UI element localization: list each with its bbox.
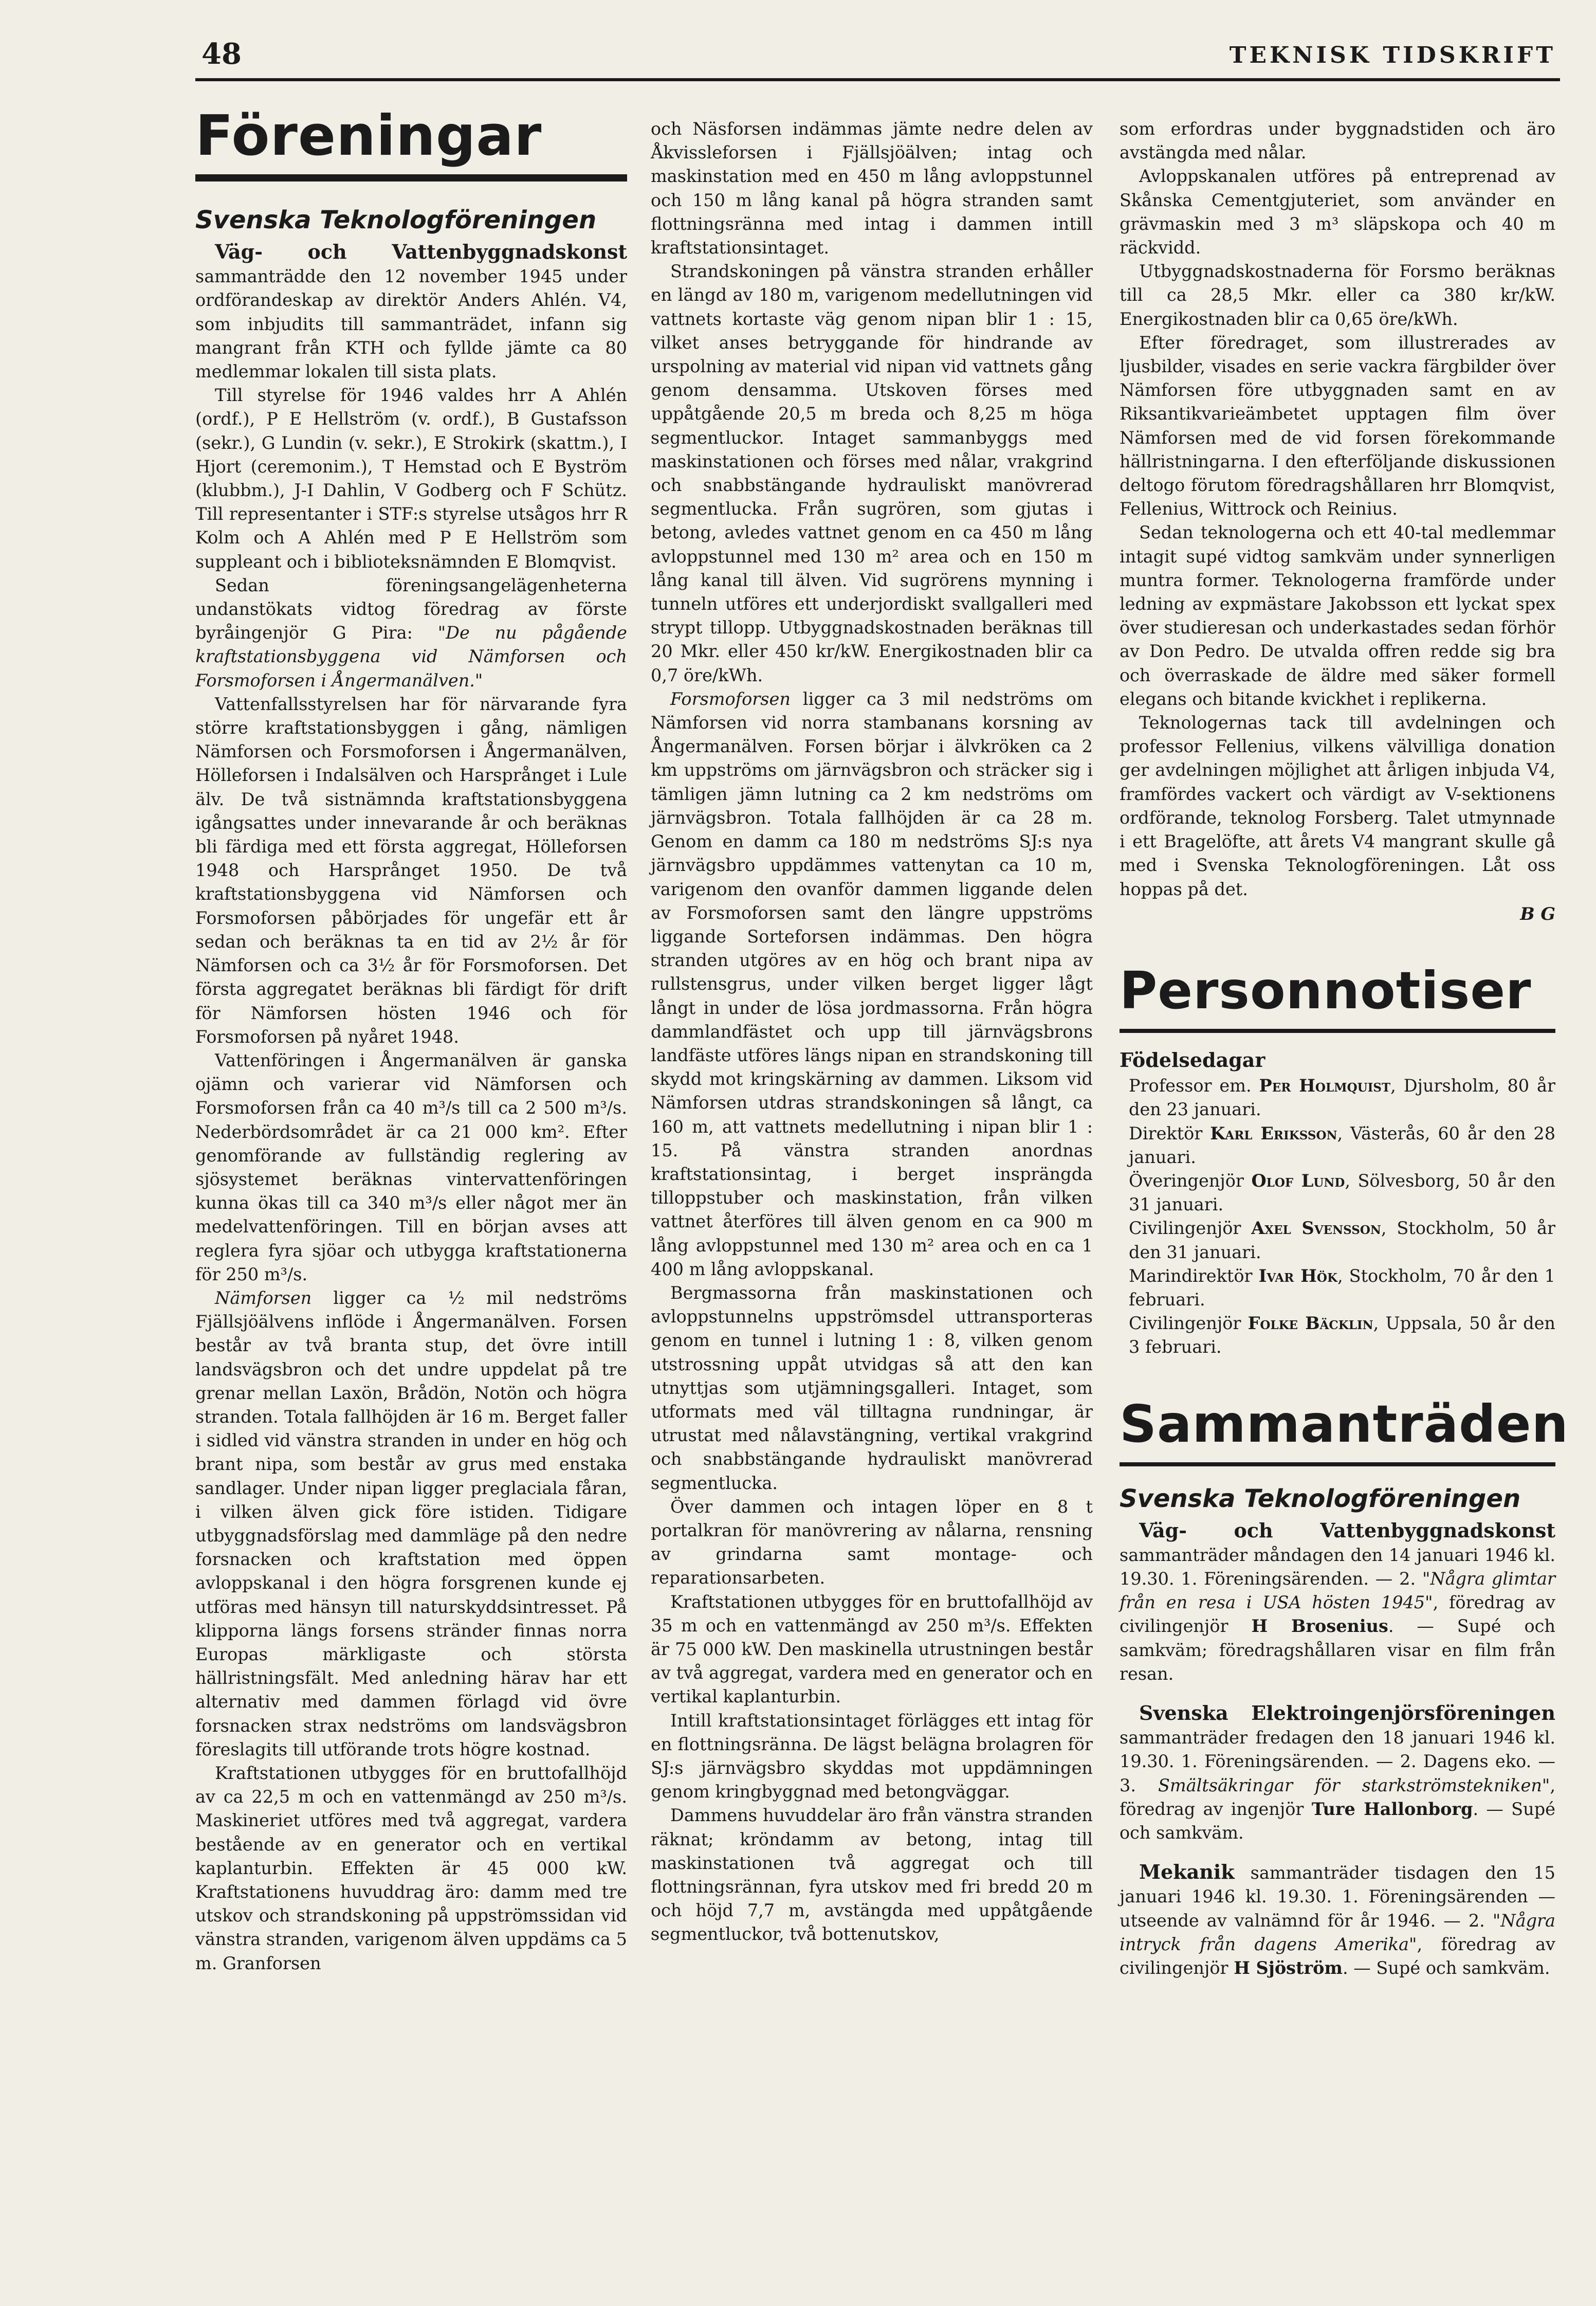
section-rule (195, 174, 627, 181)
personnotiser-section (1120, 960, 1555, 1359)
section-title-sammantraden: Sammanträden (1120, 1393, 1569, 1454)
paragraph: Nämforsen ligger ca ½ mil nedströms Fjällsjöälvens inflöde i Ångermanälven. Forsen består av två branta stup, det övre intill landsvägsbron och det undre uppdelat på tre grenar mellan Laxön, Brådön, Notön och högra stranden. Totala fallhöjden är 16 m. Berget faller i sidled vid vänstra stranden in under en hög och brant nipa, som består av grus med enstaka sandlager. Under nipan ligger preglaciala fåran, i vilken älven gick före istiden. Tidigare utbyggnadsförslag med dammläge på den nedre forsnacken och kraftstation med öppen avloppskanal i den högra forsgrenen kunde ej utföras med hänsyn till naturskyddsintresset. På klipporna längs forsens stränder finnas norra Europas märkligaste och största hällristningsfält. Med anledning härav har ett alternativ med dammen förlagd vid övre forsnacken strax nedströms om landsvägsbron föreslagits till utförande trots högre kostnad. (195, 1287, 627, 1759)
running-head: TEKNISK TIDSKRIFT (1229, 42, 1556, 68)
paragraph: Forsmoforsen ligger ca 3 mil nedströms om Nämforsen vid norra stambanans korsning av Ångermanälven. Forsen börjar i älvkröken ca 2 km uppströms om järnvägsbron och sträcker sig i tämligen jämn lutning ca 2 km nedströms om järnvägsbron. Totala fallhöjden är ca 28 m. Genom en damm ca 180 m nedströms SJ:s nya järnvägsbro uppdämmes vattenytan ca 10 m, varigenom den ovanför dammen liggande delen av Forsmoforsen samt den längre uppströms liggande Sorteforsen indämmas. Den högra stranden utgöres av en hög och brant nipa av rullstensgrus, under vilken berget ligger lågt långt in under de lösa jordmassorna. Från högra dammlandfästet och upp till järnvägsbrons landfäste utföres längs nipan en strandskoning till skydd mot kringskärning av dammen. Liksom vid Nämforsen utdras strandskoningen så långt, ca 160 m, att vattnets medellutning i nipan blir 1 : 15. På vänstra stranden anordnas kraftstationsintag, i berget insprängda tilloppstuber och maskinstation, från vilken vattnet återföres till älven genom en ca 900 m lång avloppstunnel med 130 m² area och en ca 1 400 m lång avloppskanal. (651, 688, 1093, 1279)
paragraph: Efter föredraget, som illustrerades av ljusbilder, visades en serie vackra färgbilder över Nämforsen före utbyggnaden samt en av Riksantikvarieämbetet upptagen film över Nämforsen med de vid forsen förekommande hällristningarna. I den efterföljande diskussionen deltogo förutom föredragshållaren hrr Blomqvist, Fellenius, Wittrock och Reinius. (1120, 332, 1555, 519)
paragraph: Strandskoningen på vänstra stranden erhåller en längd av 180 m, varigenom medellutningen vid vattnets kortaste väg genom nipan blir 1 : 15, vilket anses betryggande för hindrande av urspolning av material vid nipan vid vattnets gång genom densamma. Utskoven förses med uppåtgående 20,5 m breda och 8,25 m höga segmentluckor. Intaget sammanbyggs med maskinstationen och förses med nålar, vrakgrind och snabbstängande hydrauliskt manövrerad segmentlucka. Från sugrören, som gjutas i betong, avledes vattnet genom en ca 450 m lång avloppstunnel med 130 m² area och en 150 m lång kanal till älven. Vid sugrörens mynning i tunneln utföres ett underjordiskt svallgalleri med strypt tillopp. Utbyggnadskostnaden beräknas till 20 Mkr. eller 450 kr/kW. Energikostnaden blir ca 0,7 öre/kWh. (651, 261, 1093, 685)
lead-label: Väg- och Vattenbyggnadskonst (215, 240, 627, 263)
paragraph: Vattenföringen i Ångermanälven är ganska ojämn och varierar vid Nämforsen och Forsmoforsen från ca 40 m³/s till ca 2 500 m³/s. Nederbördsområdet är ca 21 000 km². Efter genomförande av fullständig reglering av sjösystemet beräknas vintervattenföringen kunna ökas till ca 340 m³/s eller något mer än medelvattenföringen. Till en början avses att reglera fyra sjöar och utbygga kraftstationerna för 250 m³/s. (195, 1050, 627, 1284)
paragraph: Bergmassorna från maskinstationen och avloppstunnelns uppströmsdel uttransporteras genom en tunnel i lutning 1 : 8, vilken genom utstrossning uppåt utvidgas så att den kan utnyttjas som utjämningsgalleri. Intaget, som utformats med väl tilltagna rundningar, är utrustat med nålavstängning, vertikal vrakgrind och snabbstängande hydrauliskt manövrerad segmentlucka. (651, 1282, 1093, 1493)
paragraph: Dammens huvuddelar äro från vänstra stranden räknat; kröndamm av betong, intag till maskinstationen två aggregat och till flottningsrännan, fyra utskov med fri bredd 20 m och höjd 7,7 m, avstängda med uppåtgående segmentluckor, två bottenutskov, (651, 1805, 1093, 1945)
paragraph: Avloppskanalen utföres på entreprenad av Skånska Cementgjuteriet, som använder en grävmaskin med 3 m³ släpskopa och 40 m räckvidd. (1120, 166, 1555, 258)
birthday-entry: Civilingenjör Folke Bäcklin, Uppsala, 50 år den 3 februari. (1129, 1313, 1555, 1357)
paragraph: som erfordras under byggnadstiden och äro avstängda med nålar. (1120, 119, 1555, 163)
meeting-notice: Svenska Elektroingenjörsföreningen sammanträder fredagen den 18 januari 1946 kl. 19.30. 1. Föreningsärenden. — 2. Dagens eko. — 3. Smältsäkringar för starkströmstekniken", föredrag av ingenjör Ture Hallonborg. — Supé och samkväm. (1120, 1701, 1555, 1843)
paragraph: Kraftstationen utbygges för en bruttofallhöjd av ca 22,5 m och en vattenmängd av 250 m³/s. Maskineriet utföres med två aggregat, vardera bestående av en generator och en vertikal kaplanturbin. Effekten är 45 000 kW. Kraftstationens huvuddrag äro: damm med tre utskov och strandskoning på uppströmssidan vid vänstra stranden, varigenom älven uppdäms ca 5 m. Granforsen (195, 1763, 627, 1973)
birthday-entry: Marindirektör Ivar Hök, Stockholm, 70 år den 1 februari. (1129, 1265, 1556, 1310)
signature: B G (1520, 903, 1555, 924)
society-heading: Svenska Teknologföreningen (1120, 1484, 1521, 1513)
birthday-entry: Överingenjör Olof Lund, Sölvesborg, 50 år den 31 januari. (1129, 1170, 1555, 1215)
paragraph: Över dammen och intagen löper en 8 t portalkran för manövrering av nålarna, rensning av grindarna samt montage- och reparationsarbeten. (651, 1496, 1093, 1588)
section-title-foreningar: Föreningar (195, 104, 542, 168)
paragraph: och Näsforsen indämmas jämte nedre delen av Åkvissleforsen i Fjällsjöälven; intag och maskinstation med en 450 m lång avloppstunnel och 150 m lång kanal på högra stranden samt flottningsränna med intag i dammen intill kraftstationsintaget. (651, 119, 1093, 258)
birthdays-heading: Födelsedagar (1120, 1048, 1265, 1072)
paragraph: Väg- och Vattenbyggnadskonst sammanträdde den 12 november 1945 under ordförandeskap av direktör Anders Ahlén. V4, som inbjudits till sammanträdet, infann sig mangrant från KTH och fyllde jämte ca 80 medlemmar lokalen till sista plats. (195, 240, 627, 382)
column-1 (195, 105, 627, 1975)
paragraph: Sedan föreningsangelägenheterna undanstökats vidtog föredrag av förste byråingenjör G Pira: "De nu pågående kraftstationsbyggena vid Nämforsen och Forsmoforsen i Ångermanälven." (195, 575, 628, 691)
page-number: 48 (201, 37, 242, 71)
sammantraden-section (1120, 1393, 1569, 1981)
section-rule (1120, 1029, 1555, 1033)
meeting-notice: Väg- och Vattenbyggnadskonst sammanträder måndagen den 14 januari 1946 kl. 19.30. 1. Föreningsärenden. — 2. "Några glimtar från en resa i USA hösten 1945", föredrag av civilingenjör H Brosenius. — Supé och samkväm; föredragshållaren visar en film från resan. (1120, 1518, 1555, 1684)
lecture-title: "De nu pågående kraftstationsbyggena vid Nämforsen och Forsmoforsen i Ångermanälven." (195, 623, 628, 691)
header-rule (195, 78, 1560, 81)
paragraph: Till styrelse för 1946 valdes hrr A Ahlén (ordf.), P E Hellström (v. ordf.), B Gustafsson (sekr.), G Lundin (v. sekr.), E Strokirk (skattm.), I Hjort (ceremonim.), T Hemstad och E Byström (klubbm.), J-I Dahlin, V Godberg och F Schütz. Till representanter i STF:s styrelse utsågos hrr R Kolm och A Ahlén med P E Hellström som suppleant och i biblioteksnämnden E Blomqvist. (195, 385, 627, 572)
paragraph: Utbyggnadskostnaderna för Forsmo beräknas till ca 28,5 Mkr. eller ca 380 kr/kW. Energikostnaden blir ca 0,65 öre/kWh. (1120, 261, 1555, 329)
birthday-entry: Professor em. Per Holmquist, Djursholm, 80 år den 23 januari. (1129, 1076, 1555, 1120)
section-title-personnotiser: Personnotiser (1120, 960, 1532, 1021)
paragraph: Kraftstationen utbygges för en bruttofallhöjd av 35 m och en vattenmängd av 250 m³/s. Effekten är 75 000 kW. Den maskinella utrustningen består av två aggregat, vardera med en generator och en vertikal kaplanturbin. (651, 1591, 1093, 1707)
paragraph: Sedan teknologerna och ett 40-tal medlemmar intagit supé vidtog samkväm under synnerligen muntra former. Teknologerna framförde under ledning av expmästare Jakobsson ett lyckat spex över studieresan och underkastades sedan förhör av Don Pedro. De utvalda offren redde sig bra och överraskade de äldre med säker formell elegans och bitande kvickhet i replikerna. (1120, 522, 1555, 709)
paragraph: Intill kraftstationsintaget förlägges ett intag för en flottningsränna. De lägst belägna brolagren för SJ:s järnvägsbro skyddas mot uppdämningen genom kringbyggnad med betongväggar. (651, 1710, 1093, 1802)
birthday-entry: Civilingenjör Axel Svensson, Stockholm, 50 år den 31 januari. (1129, 1218, 1555, 1262)
column-2 (651, 117, 1093, 1947)
meeting-notice: Mekanik sammanträder tisdagen den 15 januari 1946 kl. 19.30. 1. Föreningsärenden — utseende av valnämnd för år 1946. — 2. "Några intryck från dagens Amerika", föredrag av civilingenjör H Sjöström. — Supé och samkväm. (1120, 1860, 1555, 1978)
birthday-entry: Direktör Karl Eriksson, Västerås, 60 år den 28 januari. (1129, 1123, 1556, 1167)
section-rule (1120, 1462, 1555, 1466)
birthday-list (1120, 1074, 1555, 1359)
society-heading: Svenska Teknologföreningen (195, 206, 597, 234)
paragraph: Teknologernas tack till avdelningen och professor Fellenius, vilkens välvilliga donation ger avdelningen möjlighet att årligen inbjuda V4, framfördes vackert och värdigt av V-sektionens ordförande, teknolog Forsberg. Talet utmynnade i ett Bragelöfte, att årets V4 mangrant skulle gå med i Svenska Teknologföreningen. Låt oss hoppas på det. (1120, 713, 1555, 899)
column-3 (1120, 117, 1569, 1980)
paragraph: Vattenfallsstyrelsen har för närvarande fyra större kraftstationsbyggen i gång, nämligen Nämforsen och Forsmoforsen i Ångermanälven, Hölleforsen i Indalsälven och Harsprånget i Lule älv. De två sistnämnda kraftstationsbyggena igångsattes under innevarande år och beräknas bli färdiga med ett första aggregat, Hölleforsen 1948 och Harsprånget 1950. De två kraftstationsbyggena vid Nämforsen och Forsmoforsen påbörjades för ungefär ett år sedan och beräknas ta en tid av 2½ år för Nämforsen och ca 3½ år för Forsmoforsen. Det första aggregatet beräknas bli färdigt för drift för Nämforsen hösten 1946 och för Forsmoforsen på nyåret 1948. (195, 694, 627, 1047)
